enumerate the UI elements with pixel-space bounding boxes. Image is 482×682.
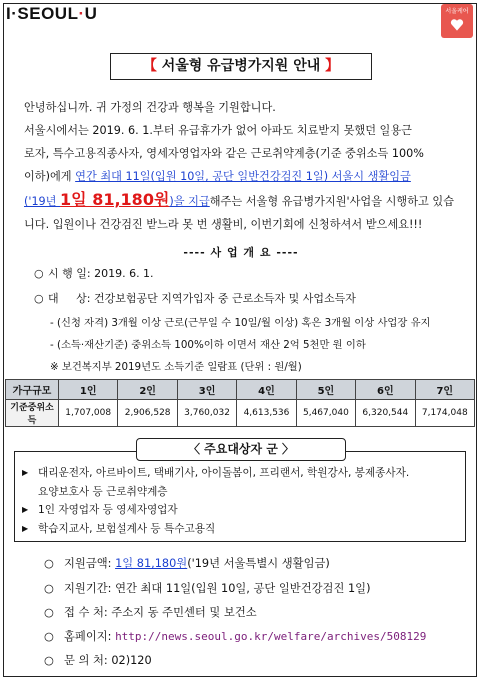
homepage-link[interactable]: http://news.seoul.go.kr/welfare/archives/508129: [115, 630, 427, 643]
table-note: ※ 보건복지부 2019년도 소득기준 일람표 (단위 : 원/월): [50, 361, 302, 373]
intro-line: 이하)에게 연간 최대 11일(입원 10일, 공단 일반건강검진 1일) 서울시 생활임금: [24, 170, 411, 183]
intro-line: 로자, 특수고용직종사자, 영세자영업자와 같은 근로취약계층(기준 중위소득 100%: [24, 147, 424, 160]
support-period-row: ○ 지원기간: 연간 최대 11일(입원 10일, 공단 일반건강검진 1일): [44, 582, 371, 595]
circle-bullet-icon: ○: [44, 654, 54, 667]
benefit-highlight: 연간 최대 11일(입원 10일, 공단 일반건강검진 1일) 서울시 생활임금: [75, 170, 411, 183]
circle-bullet-icon: ○: [44, 606, 54, 619]
target-row: ○ 대 상: 건강보험공단 지역가입자 중 근로소득자 및 사업소득자: [34, 292, 356, 305]
table-header-row: 가구규모 1인 2인 3인 4인 5인 6인 7인: [6, 380, 475, 400]
triangle-bullet-icon: ▶: [22, 523, 29, 533]
list-item: ▶ 학습지교사, 보험설계사 등 특수고용직: [20, 520, 460, 539]
overview-heading: ---- 사 업 개 요 ----: [183, 246, 299, 259]
triangle-bullet-icon: ▶: [22, 505, 29, 514]
intro-greeting: 안녕하십니까. 귀 가정의 건강과 행복을 기원합니다.: [24, 101, 276, 114]
circle-bullet-icon: ○: [34, 292, 44, 305]
intro-line: 니다. 입원이나 건강검진 받느라 못 번 생활비, 이번기회에 신청하셔서 받으세요!!!: [24, 218, 423, 231]
circle-bullet-icon: ○: [44, 630, 54, 643]
list-item: ▶ 대리운전자, 아르바이트, 택배기사, 아이돌봄이, 프리랜서, 학원강사, 봉제종사자.: [20, 464, 460, 483]
period-row: ○ 시 행 일: 2019. 6. 1.: [34, 267, 154, 280]
seoul-care-badge: [441, 4, 473, 38]
list-item: ▶ 1인 자영업자 등 영세자영업자: [20, 501, 460, 520]
homepage-row: ○ 홈페이지: http://news.seoul.go.kr/welfare/archives/508129: [44, 630, 427, 643]
office-row: ○ 접 수 처: 주소지 동 주민센터 및 보건소: [44, 606, 257, 619]
intro-line: 서울시에서는 2019. 6. 1.부터 유급휴가가 없어 아파도 치료받지 못했던 일용근: [24, 124, 412, 137]
target-groups-heading: 〈 주요대상자 군 〉: [136, 438, 346, 461]
seoul-logo: I·SEOUL·U: [6, 4, 98, 23]
intro-line: ('19년 1일 81,180원)을 지급해주는 서울형 유급병가지원'사업을 시행하고 있습: [24, 190, 455, 209]
intro-paragraph: [24, 96, 454, 236]
qualification-row: - (신청 자격) 3개월 이상 근로(근무일 수 10일/월 이상) 혹은 3개월 이상 사업장 유지: [50, 317, 431, 329]
table-row: 기준중위소득 1,707,008 2,906,528 3,760,032 4,613,536 5,467,040 6,320,544 7,174,048: [6, 400, 475, 427]
badge-label: 서울케어: [445, 8, 469, 15]
income-table: [5, 379, 475, 427]
amount-row: ○ 지원금액: 1일 81,180원('19년 서울특별시 생활임금): [44, 557, 330, 570]
page-title: 【 서울형 유급병가지원 안내 】: [110, 53, 372, 80]
income-criteria-row: - (소득·재산기준) 중위소득 100%이하 이면서 재산 2억 5천만 원 이하: [50, 339, 366, 351]
heart-icon: [450, 18, 464, 32]
amount-value: 1일 81,180원: [115, 557, 188, 570]
target-groups-list: [20, 464, 460, 538]
list-item: 요양보호사 등 근로취약계층: [38, 485, 168, 498]
phone-row: ○ 문 의 처: 02)120: [44, 654, 152, 667]
daily-amount-highlight: 1일 81,180원: [60, 190, 170, 209]
circle-bullet-icon: ○: [44, 557, 54, 570]
circle-bullet-icon: ○: [34, 267, 44, 280]
triangle-bullet-icon: ▶: [22, 468, 29, 477]
circle-bullet-icon: ○: [44, 582, 54, 595]
